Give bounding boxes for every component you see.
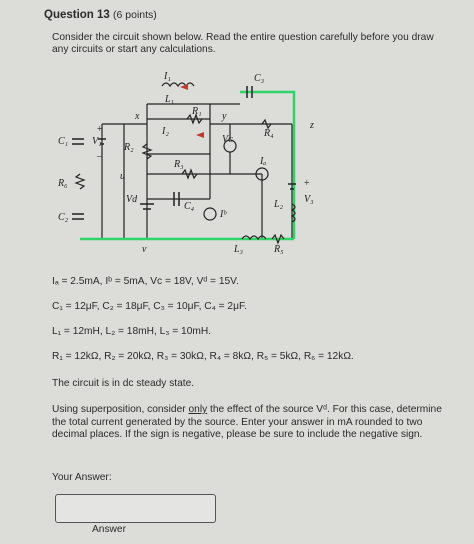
label-V1: V₁ [92, 136, 102, 147]
your-answer-label: Your Answer: [52, 472, 112, 483]
label-V1-minus: – [97, 151, 102, 162]
instruction-after: the effect of the source Vᵈ. For this case, determine the total current generated by the source. Enter your answer in mA rounded to two decimal places. If the sign is negative, please be sure to include the negative sign. [52, 404, 442, 440]
label-C3: C₃ [254, 73, 265, 84]
resistor-R6 [76, 174, 84, 189]
question-intro: Consider the circuit shown below. Read the entire question carefully before you draw any circuits or start any calculations. [52, 32, 434, 55]
instruction-before: Using superposition, consider [52, 404, 189, 415]
inductor-L1 [162, 83, 194, 86]
label-Ia: Iₐ [260, 156, 267, 167]
source-Ib [204, 208, 216, 220]
question-number: Question 13 [44, 9, 110, 21]
label-C1: C₁ [58, 136, 69, 147]
label-R5: R₅ [274, 244, 284, 255]
label-L3: L₃ [234, 244, 244, 255]
label-I2: I₂ [162, 126, 169, 137]
question-points: (6 points) [113, 9, 157, 21]
label-v: v [142, 244, 147, 255]
label-C4: C₄ [184, 201, 195, 212]
answer-input[interactable] [55, 494, 216, 523]
values-resistors: R₁ = 12kΩ, R₂ = 20kΩ, R₃ = 30kΩ, R₄ = 8kΩ, R₅ = 5kΩ, R₆ = 12kΩ. [52, 351, 354, 362]
label-V1-plus: + [97, 124, 103, 135]
label-I1: I₁ [164, 71, 171, 82]
label-Vc: Vᴄ [222, 134, 233, 145]
label-R6: R₆ [58, 178, 68, 189]
label-R1: R₁ [192, 106, 202, 117]
steady-state-note: The circuit is in dc steady state. [52, 378, 195, 389]
label-R2: R₂ [124, 142, 134, 153]
label-z: z [310, 120, 314, 131]
instruction-only: only [188, 404, 208, 415]
label-Vd: Vd [126, 194, 138, 205]
instruction-text [52, 404, 457, 442]
label-V3-plus: + [304, 178, 310, 189]
values-capacitors: C₁ = 12μF, C₂ = 18μF, C₃ = 10μF, C₄ = 2μF. [52, 301, 247, 312]
label-R3: R₃ [174, 159, 184, 170]
label-C2: C₂ [58, 212, 69, 223]
label-y: y [222, 111, 227, 122]
circuit-diagram [42, 64, 342, 264]
label-L1: L₁ [165, 94, 175, 105]
label-L2: L₂ [274, 199, 284, 210]
question-title [44, 9, 157, 21]
values-currents-voltages: Iₐ = 2.5mA, Iᵇ = 5mA, Vᴄ = 18V, Vᵈ = 15V. [52, 276, 239, 287]
label-R4: R₄ [264, 128, 274, 139]
answer-caption: Answer [92, 524, 126, 535]
label-x: x [135, 111, 140, 122]
label-V3: V₃ [304, 194, 314, 205]
label-u: u [120, 171, 125, 182]
label-Ib: Iᵇ [220, 209, 227, 220]
values-inductors: L₁ = 12mH, L₂ = 18mH, L₃ = 10mH. [52, 326, 212, 337]
